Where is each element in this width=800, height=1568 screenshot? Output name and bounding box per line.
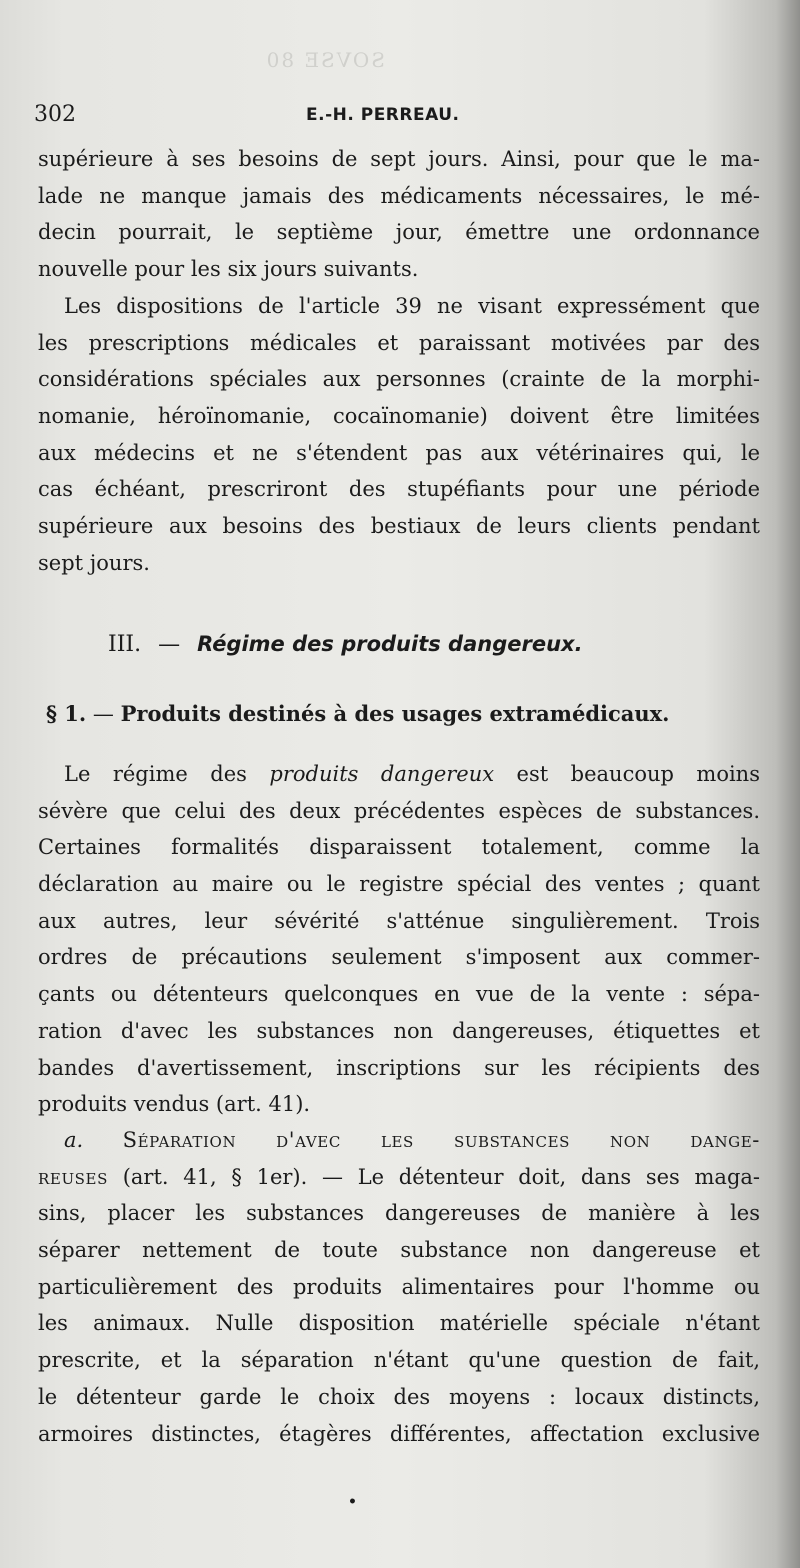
italic-term: produits dangereux <box>269 762 495 786</box>
text-line: supérieure aux besoins des bestiaux de leurs clients pendant <box>38 514 760 539</box>
text-line: sins, placer les substances dangereuses de manière à les <box>38 1201 760 1226</box>
text-line: Les dispositions de l'article 39 ne visant expressément que <box>64 294 760 318</box>
printer-mark: • <box>348 1494 357 1510</box>
paragraph-continuation <box>38 141 760 288</box>
page-number: 302 <box>34 102 76 127</box>
text-line: bandes d'avertissement, inscriptions sur les récipients des <box>38 1055 760 1080</box>
text-line: armoires distinctes, étagères différentes, affectation exclusive <box>38 1421 760 1446</box>
running-head <box>34 102 764 132</box>
text-line: decin pourrait, le septième jour, émettre une ordonnance <box>38 220 760 245</box>
text-line: produits vendus (art. 41). <box>38 1092 311 1117</box>
text-line: séparer nettement de toute substance non dangereuse et <box>38 1238 760 1263</box>
section-number: III. <box>108 632 142 657</box>
section-title: Régime des produits dangereux. <box>197 632 583 656</box>
text-line: les prescriptions médicales et paraissant motivées par des <box>38 330 760 355</box>
running-head-author: E.-H. PERREAU. <box>306 105 460 125</box>
text-line: lade ne manque jamais des médicaments nécessaires, le mé- <box>38 183 760 208</box>
text-span: est beaucoup moins <box>494 762 760 786</box>
subsection-number: § 1. <box>46 701 87 726</box>
text-line: particulièrement des produits alimentaires pour l'homme ou <box>38 1274 760 1299</box>
subsection-title: Produits destinés à des usages extramédicaux. <box>120 701 670 726</box>
text-line: le détenteur garde le choix des moyens : locaux distincts, <box>38 1384 760 1409</box>
text-line: çants ou détenteurs quelconques en vue de la vente : sépa- <box>38 982 760 1007</box>
text-line: nouvelle pour les six jours suivants. <box>38 257 419 282</box>
text-line: sept jours. <box>38 550 150 575</box>
text-line <box>38 756 760 793</box>
text-line: les animaux. Nulle disposition matérielle spéciale n'étant <box>38 1311 760 1336</box>
text-line: ration d'avec les substances non dangereuses, étiquettes et <box>38 1018 760 1043</box>
text-span: (art. 41, § 1er). — Le détenteur doit, dans ses maga- <box>108 1164 760 1189</box>
text-line: cas échéant, prescriront des stupéfiants pour une période <box>38 477 760 502</box>
paragraph-article-39 <box>38 288 760 582</box>
text-line: nomanie, héroïnomanie, cocaïnomanie) doivent être limitées <box>38 404 760 429</box>
text-line <box>38 1159 760 1196</box>
smallcaps-heading: reuses <box>38 1164 108 1189</box>
text-line: aux médecins et ne s'étendent pas aux vétérinaires qui, le <box>38 440 760 465</box>
section-dash: — <box>158 632 181 657</box>
text-line: déclaration au maire ou le registre spécial des ventes ; quant <box>38 872 760 897</box>
text-line: supérieure à ses besoins de sept jours. Ainsi, pour que le ma- <box>38 147 760 171</box>
text-line: considérations spéciales aux personnes (crainte de la morphi- <box>38 367 760 392</box>
section-heading <box>108 632 583 657</box>
text-line <box>38 1122 760 1159</box>
text-line: sévère que celui des deux précédentes espèces de substances. <box>38 798 760 823</box>
paragraph-separation <box>38 1122 760 1452</box>
subsection-heading <box>46 701 670 726</box>
text-line: ordres de précautions seulement s'imposent aux commer- <box>38 945 760 970</box>
text-line: aux autres, leur sévérité s'atténue singulièrement. Trois <box>38 908 760 933</box>
smallcaps-heading: Séparation d'avec les substances non dange- <box>122 1128 760 1152</box>
item-letter: a. <box>64 1128 84 1152</box>
text-line: prescrite, et la séparation n'étant qu'une question de fait, <box>38 1348 760 1373</box>
show-through-text: SOVSE 80 <box>264 48 385 72</box>
text-span: Le régime des <box>64 762 270 786</box>
paragraph-regime <box>38 756 760 1123</box>
text-line: Certaines formalités disparaissent totalement, comme la <box>38 835 760 860</box>
subsection-dash: — <box>92 702 114 726</box>
